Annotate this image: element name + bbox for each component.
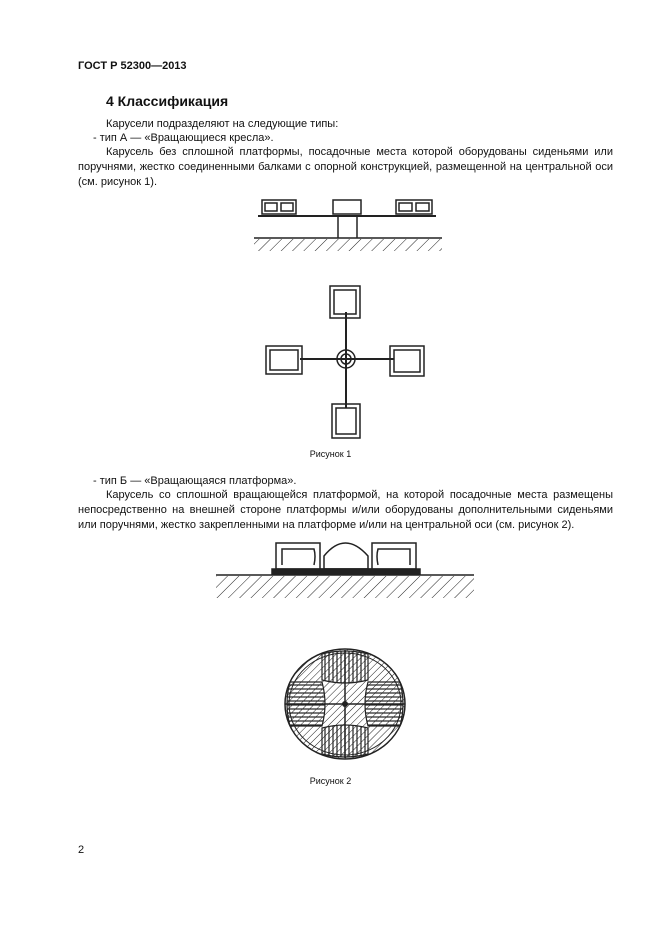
figure-2-caption: Рисунок 2 bbox=[309, 776, 352, 786]
document-header: ГОСТ Р 52300—2013 bbox=[78, 60, 187, 72]
type-b-item: - тип Б — «Вращающаяся платформа». bbox=[93, 475, 297, 487]
fig1-top-view bbox=[266, 286, 424, 438]
page-number: 2 bbox=[78, 844, 85, 856]
fig2-top-view bbox=[285, 649, 405, 759]
fig1-ground-hatch bbox=[254, 239, 442, 251]
fig1-side-view bbox=[254, 200, 442, 238]
type-a-description: Карусель без сплошной платформы, посадочные места которой оборудованы сиденьями или поручнями, жестко соединенными балками с опорной конструкцией, размещенной на центральной оси (см. рисунок 1). bbox=[78, 146, 613, 188]
fig2-side-view bbox=[216, 543, 474, 575]
type-b-description: Карусель со сплошной вращающейся платформой, на которой посадочные места размещены непосредственно на внешней стороне платформы и/или оборудованы дополнительными сиденьями или поручнями, жестко закрепленными на платформе и/или на центральной оси (см. рисунок 2). bbox=[78, 489, 613, 531]
type-a-item: - тип А — «Вращающиеся кресла». bbox=[93, 132, 274, 144]
section-title: 4 Классификация bbox=[106, 93, 229, 109]
fig2-ground-hatch bbox=[216, 576, 474, 598]
figure-1-caption: Рисунок 1 bbox=[309, 449, 352, 459]
intro-paragraph: Карусели подразделяют на следующие типы: bbox=[106, 118, 339, 130]
